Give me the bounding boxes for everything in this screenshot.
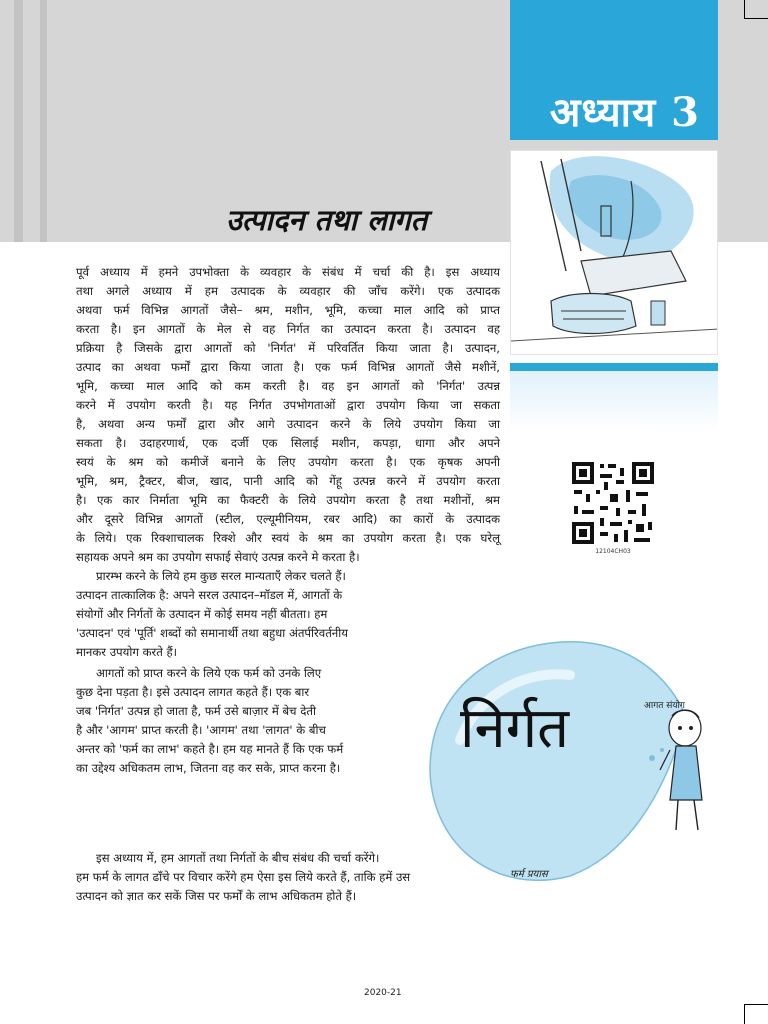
chapter-illustration (510, 150, 718, 355)
output-word: निर्गत (460, 696, 570, 761)
qr-code-label: 12104CH03 (595, 548, 631, 555)
body-line: प्रारम्भ करने के लिये हम कुछ सरल मान्यताएँ लेकर चलते हैं। (96, 569, 346, 583)
body-line: के लिये। एक रिक्शाचालक रिक्शे और स्वयं के श्रम का उपयोग करता है। एक घरेलू (76, 531, 500, 545)
body-line: 'उत्पादन' एवं 'पूर्ति' शब्दों को समानार्थी तथा बहुधा अंतर्परिवर्तनीय (76, 626, 348, 640)
header-stripe (14, 0, 23, 242)
body-line: करता है। इन आगतों के मेल से वह निर्गत का उत्पादन करता है। उत्पादन वह (76, 322, 500, 336)
chapter-label: अध्याय 3 (549, 89, 700, 136)
firm-effort-label: फर्म प्रयास (510, 869, 548, 880)
body-line: उत्पाद का अथवा फर्मों द्वारा किया जाता है। एक फर्म विभिन्न आगतों जैसे मशीनें, (76, 360, 500, 374)
body-line: आगतों को प्राप्त करने के लिये एक फर्म को उनके लिए (96, 666, 322, 680)
header-stripe (40, 0, 47, 242)
body-line: संयोगों और निर्गतों के उत्पादन में कोई समय नहीं बीतता। हम (76, 607, 328, 621)
balloon-illustration (420, 630, 720, 900)
body-line: का उद्देश्य अधिकतम लाभ, जितना वह कर सके, प्राप्त करना है। (76, 761, 341, 775)
chapter-title: उत्पादन तथा लागत (226, 203, 428, 237)
body-line: है और 'आगम' प्राप्त करती है। 'आगम' तथा 'लागत' के बीच (76, 723, 326, 737)
body-line: करने में उपयोग करती है। यह निर्गत उपभोगताओं द्वारा उपयोग किया जा सकता (76, 398, 500, 412)
footer-year: 2020-21 (364, 988, 402, 998)
body-line: जब 'निर्गत' उत्पन्न हो जाता है, फर्म उसे बाज़ार में बेच देती (76, 704, 316, 718)
body-line: और दूसरे विभिन्न आगतों (स्टील, एल्यूमीनियम, रबर आदि) का कारों के उत्पादक (76, 512, 500, 526)
body-line: सकता है। उदाहरणार्थ, एक दर्जी एक सिलाई मशीन, कपड़ा, धागा और अपने (76, 436, 500, 450)
body-line: है, अथवा अन्य फर्मों द्वारा और आगे उत्पादन करने के लिये उपयोग किया जा (76, 417, 500, 431)
body-line: प्रक्रिया है जिसके द्वारा आगतों को 'निर्गत' में परिवर्तित किया जाता है। उत्पादन, (76, 341, 500, 355)
body-line: उत्पादन तात्कालिक है: अपने सरल उत्पादन–मॉडल में, आगतों के (76, 588, 343, 602)
crop-mark (744, 18, 768, 19)
body-line: अन्तर को 'फर्म का लाभ' कहते है। हम यह मानते हैं कि एक फर्म (76, 742, 344, 756)
body-line: तथा अगले अध्याय में हम उत्पादक के व्यवहार की जाँच करेंगे। एक उत्पादक (76, 284, 500, 298)
qr-code-image (570, 460, 656, 546)
crop-mark (744, 1004, 768, 1005)
body-line: सहायक अपने श्रम का उपयोग सफाई सेवाएं उत्पन्न करने मे करता है। (76, 550, 360, 564)
body-line: मानकर उपयोग करते हैं। (76, 645, 178, 659)
accent-fade (510, 371, 718, 431)
body-line: स्वयं के श्रम को कमीजें बनाने के लिए उपयोग करता है। एक कृषक अपनी (76, 455, 500, 469)
output-balloon-figure (420, 630, 720, 900)
body-line: है। एक कार निर्माता भूमि का फैक्टरी के लिये उपयोग करता है तथा मशीनों, श्रम (76, 493, 500, 507)
qr-code-icon (570, 460, 656, 546)
chapter-panel (510, 0, 718, 140)
body-line: हम फर्म के लागत ढाँचे पर विचार करेंगे हम ऐसा इस लिये करते हैं, ताकि हमें उस (76, 870, 411, 884)
body-line: अथवा फर्म विभिन्न आगतों जैसे– श्रम, मशीन, भूमि, कच्चा माल आदि को प्राप्त (76, 303, 500, 317)
input-combination-label: आगत संयोग (644, 701, 685, 711)
body-line: उत्पादन को ज्ञात कर सकें जिस पर फर्मों के लाभ अधिकतम होते हैं। (76, 889, 357, 903)
accent-rule (510, 363, 718, 371)
crop-mark (744, 1004, 745, 1024)
crop-mark (744, 0, 745, 18)
body-line: कुछ देना पड़ता है। इसे उत्पादन लागत कहते हैं। एक बार (76, 685, 310, 699)
body-line: पूर्व अध्याय में हमने उपभोक्ता के व्यवहार के संबंध में चर्चा की है। इस अध्याय (76, 265, 500, 279)
body-line: भूमि, कच्चा माल आदि को कम करती है। वह इन आगतों को 'निर्गत' उत्पन्न (76, 379, 500, 393)
sewing-machine-illustration (511, 151, 718, 355)
body-line: इस अध्याय में, हम आगतों तथा निर्गतों के बीच संबंध की चर्चा करेंगे। (96, 851, 380, 865)
body-line: भूमि, श्रम, ट्रैक्टर, बीज, खाद, पानी आदि को गेंहू उत्पन्न करने में उपयोग करता (76, 474, 500, 488)
